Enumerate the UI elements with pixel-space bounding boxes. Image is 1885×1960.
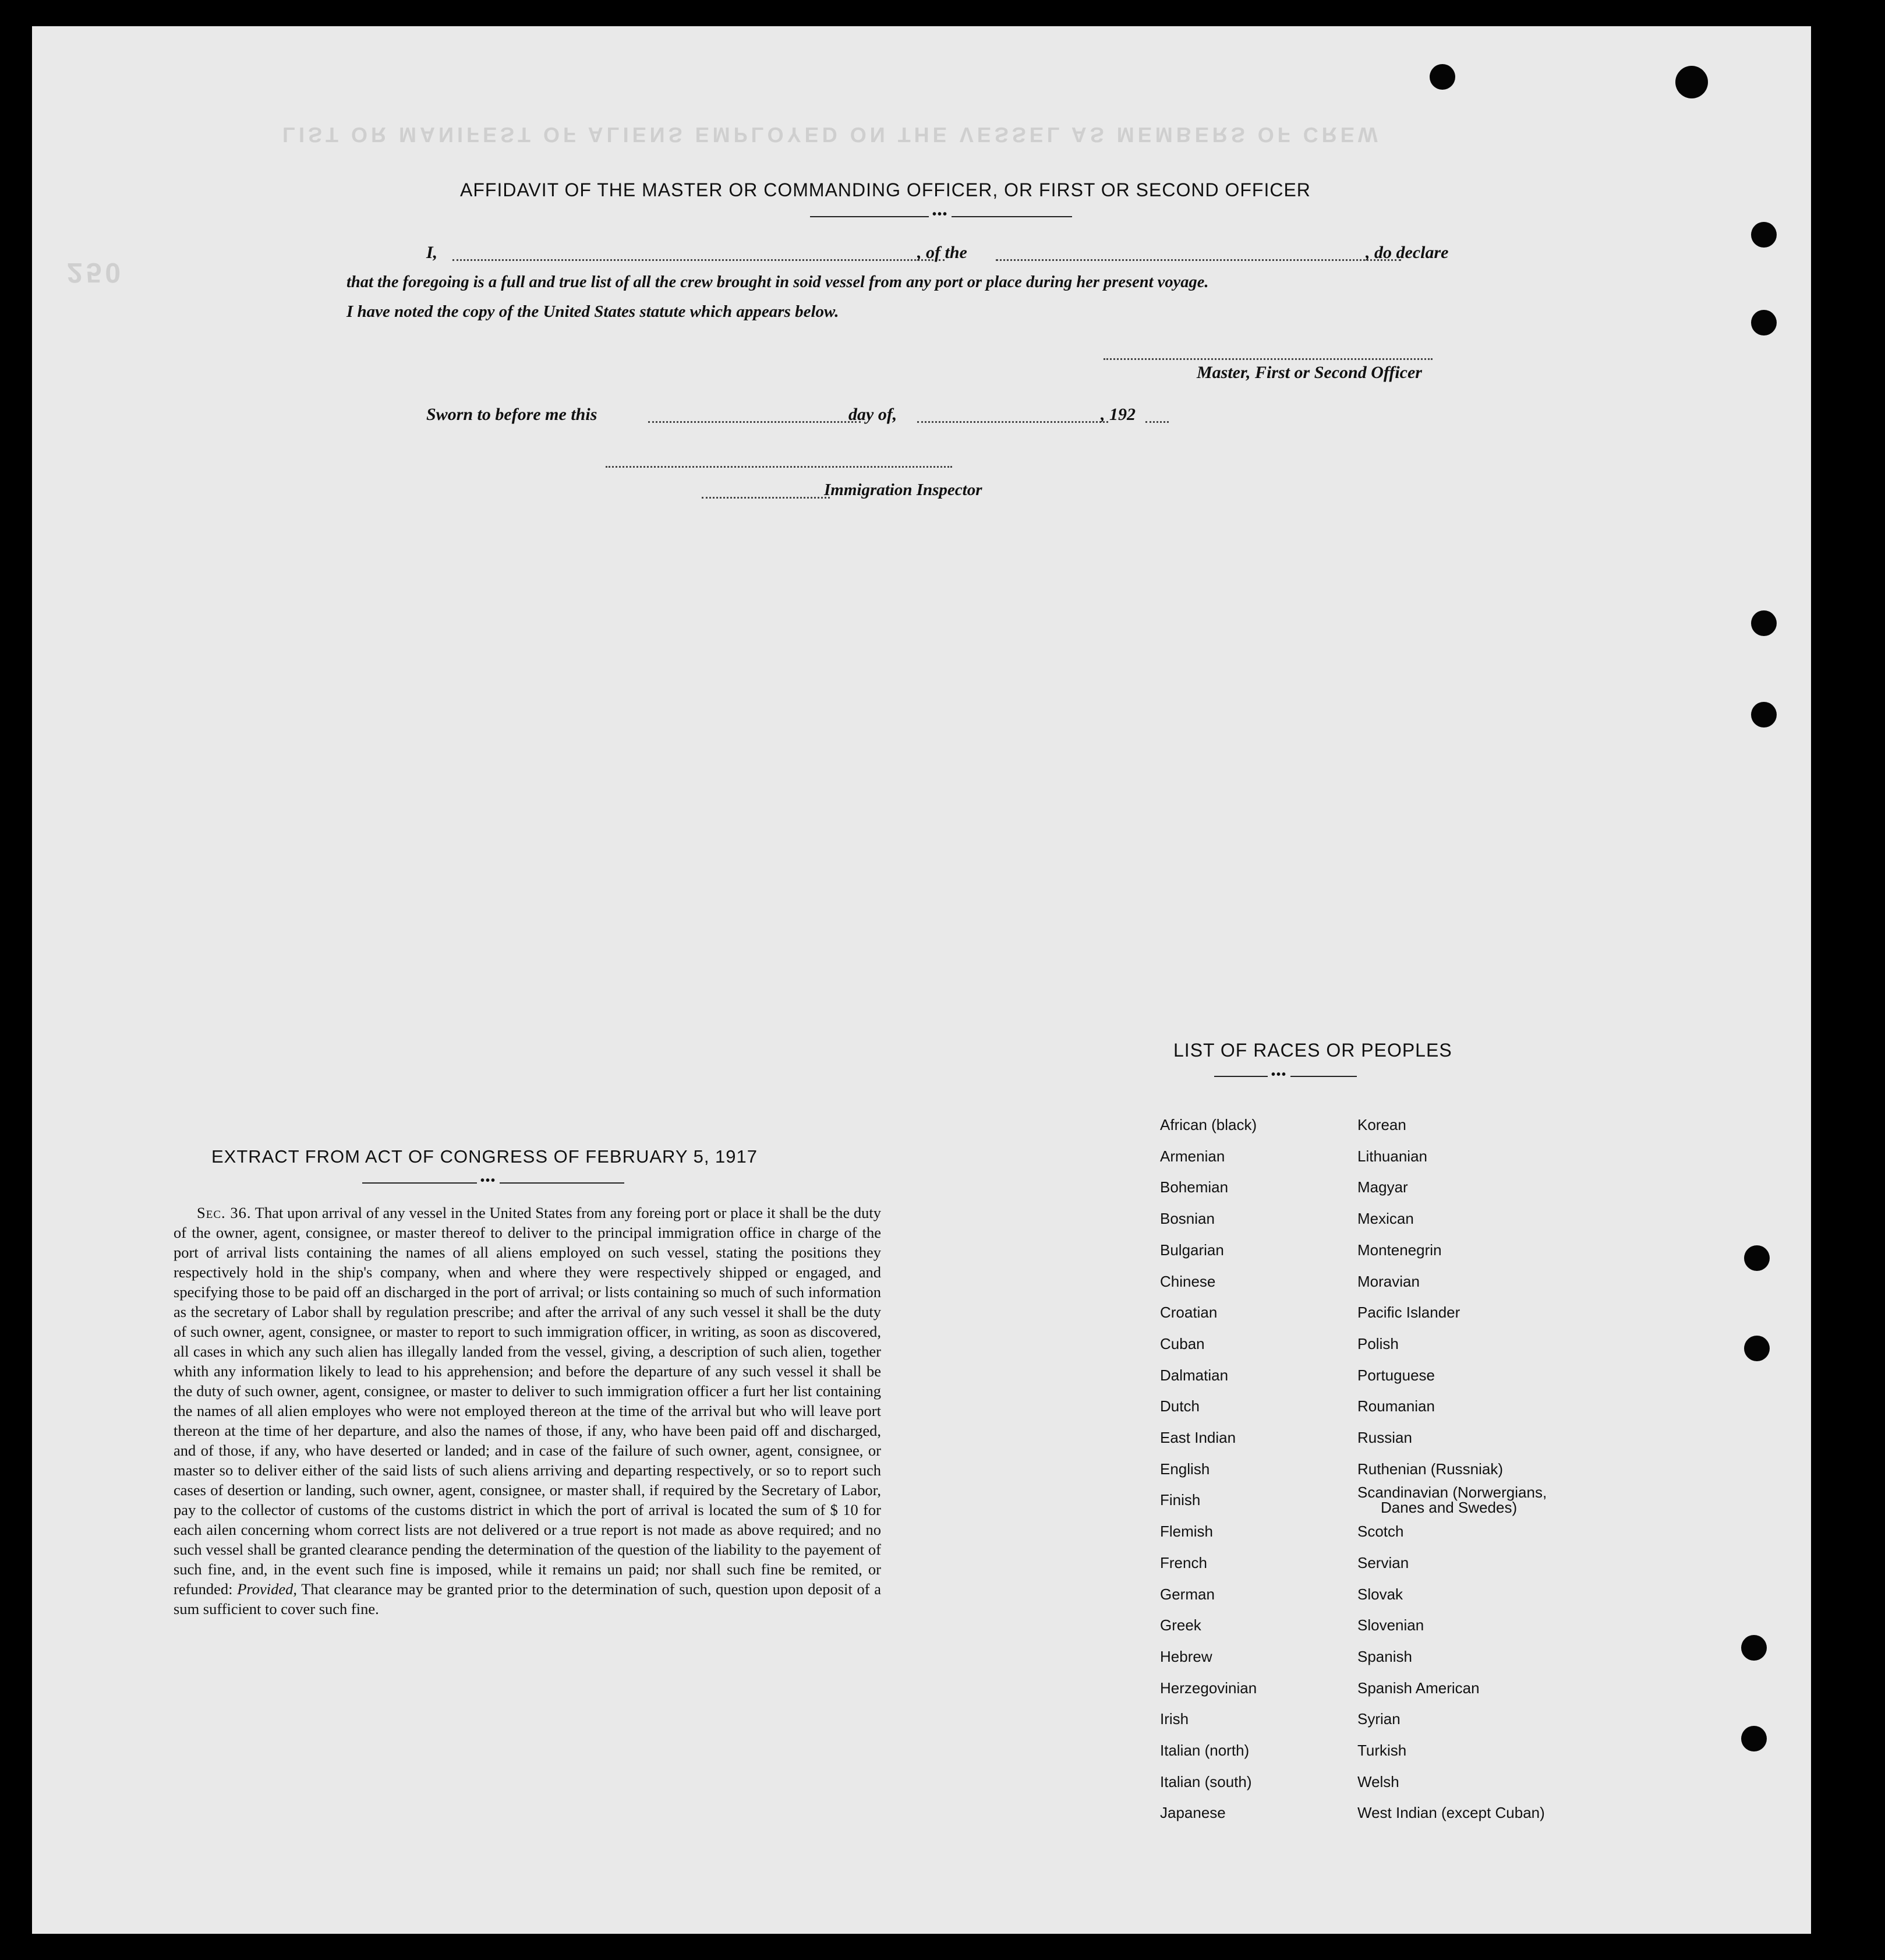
race-item: Flemish [1160, 1523, 1214, 1541]
document-sheet [32, 26, 1811, 1934]
punch-hole [1751, 310, 1777, 336]
race-item: Hebrew [1160, 1647, 1212, 1665]
race-item-scandinavian [1357, 1485, 1547, 1516]
race-item-line: Scandinavian (Norwergians, [1357, 1484, 1547, 1502]
race-item: African (black) [1160, 1116, 1257, 1133]
race-item: Greek [1160, 1616, 1201, 1634]
punch-hole [1751, 702, 1777, 728]
sworn-day-field[interactable] [648, 421, 861, 423]
affidavit-statement: that the foregoing is a full and true list of all the crew brought in soid vessel from any port or place during her present voyage. [346, 273, 1209, 291]
affidavit-declare-label: , do declare [1366, 243, 1449, 262]
punch-hole [1751, 222, 1777, 248]
race-item: Croatian [1160, 1304, 1218, 1322]
race-item: Bosnian [1160, 1210, 1215, 1228]
punch-hole [1744, 1245, 1770, 1271]
punch-hole [1751, 610, 1777, 636]
race-item: Ruthenian (Russniak) [1357, 1460, 1504, 1478]
race-item: French [1160, 1553, 1207, 1571]
extract-body [174, 1203, 881, 1619]
affidavit-of-the-label: , of the [917, 243, 967, 262]
race-item: Lithuanian [1357, 1147, 1427, 1165]
race-item: Italian (south) [1160, 1772, 1252, 1791]
punch-hole [1741, 1635, 1767, 1661]
race-item: Welsh [1357, 1772, 1399, 1791]
race-item: Roumanian [1357, 1397, 1435, 1415]
race-item: Dalmatian [1160, 1366, 1229, 1384]
race-item: Spanish American [1357, 1679, 1480, 1697]
master-signature-label: Master, First or Second Officer [1197, 363, 1422, 382]
races-right-column [1357, 1110, 1547, 1829]
race-item: Bulgarian [1160, 1241, 1224, 1259]
race-item: Magyar [1357, 1178, 1408, 1196]
race-item: Armenian [1160, 1147, 1225, 1165]
extract-text: That upon arrival of any vessel in the United States from any foreing port or place it shall be the duty of the owner, agent, consignee, or master thereof to deliver to the principal immigration office in charge of the port of arrival lists containing the names of all aliens employed on such vessel, stating the positions they respectively hold in the ship's company, when and where they were respectively shipped or engaged, and specifying those to be paid off an discharged in the port of arrival; or lists containing so much of such information as the secretary of Labor shall by regulation prescribe; and after the arrival of any such vessel it shall be the duty of such owner, agent, consignee, or master to report to such immigration officer, in writing, as soon as discovered, all cases in which any such alien has illegally landed from the vessel, giving, a description of such alien, together whith any information likely to lead to his apprehension; and before the departure of any such vessel it shall be the duty of such owner, agent, consignee, or master to deliver to such immigration officer a furt her list containing the names of all alien employes who were not employed thereon at the time of the arrival but who will leave port thereon at the time of her departure, and also the names of those, if any, who have been paid off and discharged, and of those, if any, who have deserted or landed; and in case of the failure of such owner, agent, consignee, or master so to deliver either of the said lists of such aliens arriving and departing respectively, or so to report such cases of desertion or landing, such owner, agent, consignee, or master shall, if required by the Secretary of Labor, pay to the collector of customs of the customs district in which the port of arrival is located the sum of $ 10 for each ailen concerning whom correct lists are not delivered or a true report is not made as above required; and no such vessel shall be granted clearance pending the determination of the question of the liability to the payement of such fine, and, in the event such fine is imposed, while it remains un paid; nor shall such fine be remited, or refunded: [174, 1204, 881, 1598]
race-item: Slovenian [1357, 1616, 1424, 1634]
extract-text-end: That clearance may be granted prior to the determination of such, question upon deposit of a sum sufficient to cover such fine. [174, 1580, 882, 1618]
extract-section-label: Sec. 36. [197, 1204, 252, 1221]
races-ornament: ••• [1268, 1069, 1290, 1080]
extract-ornament: ••• [477, 1175, 500, 1186]
year-label: , 192 [1101, 405, 1136, 424]
race-item: Pacific Islander [1357, 1304, 1460, 1322]
race-item: East Indian [1160, 1429, 1236, 1447]
race-item: English [1160, 1460, 1210, 1478]
race-item: Cuban [1160, 1334, 1205, 1352]
affidavit-title: AFFIDAVIT OF THE MASTER OR COMMANDING OFFICER, OR FIRST OR SECOND OFFICER [460, 179, 1311, 200]
inspector-signature-line[interactable] [606, 466, 952, 468]
race-item: Herzegovinian [1160, 1679, 1257, 1697]
race-item: Servian [1357, 1553, 1409, 1571]
punch-hole [1675, 66, 1708, 98]
race-item: German [1160, 1585, 1215, 1603]
extract-provided-label: Provided, [237, 1580, 297, 1598]
extract-title: EXTRACT FROM ACT OF CONGRESS OF FEBRUARY 5, 1917 [211, 1146, 758, 1167]
race-item: Italian (north) [1160, 1742, 1250, 1760]
race-item: Japanese [1160, 1804, 1226, 1822]
day-of-label: day of, [848, 405, 897, 424]
race-item: Syrian [1357, 1710, 1401, 1728]
race-item: Portuguese [1357, 1366, 1435, 1384]
races-left-column [1160, 1110, 1257, 1829]
race-item: Russian [1357, 1429, 1412, 1447]
race-item: Finish [1160, 1491, 1201, 1509]
master-signature-line[interactable] [1104, 358, 1433, 360]
affidavit-ornament: ••• [929, 209, 952, 220]
inspector-label: Immigration Inspector [824, 481, 982, 499]
race-item: Scotch [1357, 1523, 1404, 1541]
race-item: Montenegrin [1357, 1241, 1442, 1259]
race-item: Mexican [1357, 1210, 1414, 1228]
race-item: Chinese [1160, 1272, 1216, 1290]
punch-hole [1741, 1726, 1767, 1751]
sworn-month-field[interactable] [917, 421, 1108, 423]
race-item: Dutch [1160, 1397, 1200, 1415]
punch-hole [1744, 1336, 1770, 1361]
inspector-signature-line-2[interactable] [702, 497, 830, 499]
affidavit-vessel-field[interactable] [996, 259, 1401, 261]
affidavit-statute-note: I have noted the copy of the United States statute which appears below. [346, 302, 839, 321]
race-item: Slovak [1357, 1585, 1403, 1603]
affidavit-i-label: I, [426, 243, 438, 262]
punch-hole [1430, 64, 1455, 90]
race-item: Turkish [1357, 1742, 1407, 1760]
sworn-year-field[interactable] [1145, 421, 1169, 423]
bleed-through-number: 250 [67, 257, 125, 288]
race-item: Spanish [1357, 1647, 1412, 1665]
race-item: West Indian (except Cuban) [1357, 1804, 1545, 1822]
bleed-through-header: LIST OR MANIFEST OF ALIENS EMPLOYED ON THE VESSEL AS MEMBERS OF CREW [282, 123, 1381, 147]
sworn-label: Sworn to before me this [426, 405, 597, 424]
races-title: LIST OF RACES OR PEOPLES [1173, 1040, 1452, 1061]
race-item: Irish [1160, 1710, 1189, 1728]
race-item-line: Danes and Swedes) [1381, 1499, 1518, 1517]
race-item: Bohemian [1160, 1178, 1229, 1196]
race-item: Moravian [1357, 1272, 1420, 1290]
race-item: Korean [1357, 1116, 1406, 1133]
affidavit-name-field[interactable] [452, 259, 945, 261]
race-item: Polish [1357, 1334, 1399, 1352]
